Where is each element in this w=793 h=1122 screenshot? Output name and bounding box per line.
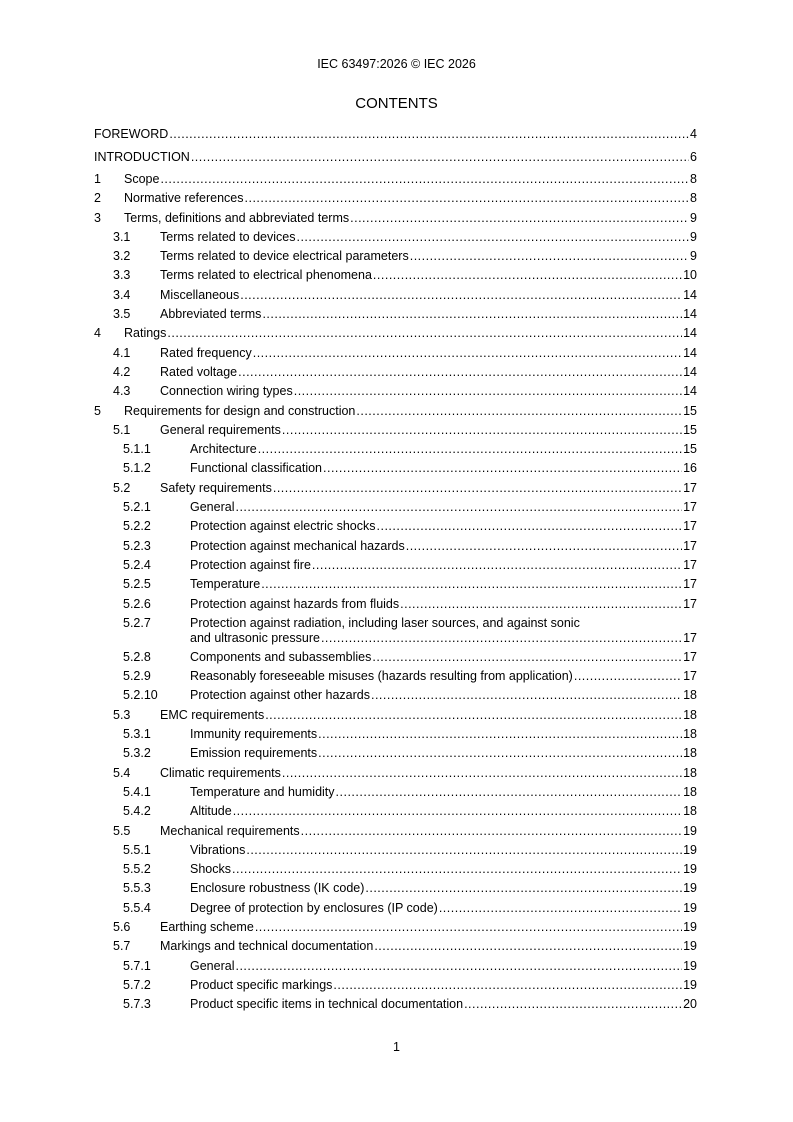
toc-entry[interactable] [94,247,697,266]
toc-entry-label: Temperature and humidity [190,784,335,799]
toc-entry-number: 5.2.6 [123,596,151,611]
dot-leader [410,249,689,264]
toc-entry-label: Terms related to electrical phenomena [160,268,372,283]
dot-leader [169,127,689,142]
toc-entry-label: Terms related to device electrical parameters [160,249,409,264]
toc-entry-label: Emission requirements [190,746,318,761]
toc-entry-number: 5.4.2 [123,804,151,819]
toc-entry-label: Climatic requirements [160,765,281,780]
toc-entry-label: Protection against other hazards [190,688,370,703]
dot-leader [233,804,682,819]
dot-leader [282,423,682,438]
toc-entry-number: 3.5 [113,307,131,322]
toc-entry-page: 18 [683,765,697,780]
dot-leader [191,150,689,165]
toc-entry-number: 5.7.2 [123,977,151,992]
dot-leader [273,481,682,496]
toc-entry-page: 19 [683,823,697,838]
toc-entry-label: Protection against electric shocks [190,519,376,534]
toc-entry-label: Rated frequency [160,345,252,360]
toc-entry[interactable] [94,879,697,898]
dot-leader [238,365,682,380]
toc-entry[interactable] [94,686,697,705]
toc-entry[interactable] [94,125,697,148]
toc-entry[interactable] [94,286,697,305]
toc-entry-number: 5.2.3 [123,538,151,553]
toc-entry-page: 17 [683,557,697,572]
dot-leader [318,727,682,742]
toc-entry-number: 5.5.4 [123,900,151,915]
toc-entry-page: 17 [683,538,697,553]
toc-entry[interactable] [94,957,697,976]
toc-entry[interactable] [94,479,697,498]
dot-leader [240,288,682,303]
toc-entry[interactable] [94,860,697,879]
dot-leader [356,404,682,419]
toc-entry-number: 5.5.3 [123,881,151,896]
toc-entry[interactable] [94,764,697,783]
toc-entry-label: Protection against fire [190,557,311,572]
dot-leader [406,539,682,554]
toc-entry-page: 14 [683,384,697,399]
toc-entry-page: 14 [683,345,697,360]
page-number: 1 [393,1040,400,1054]
toc-entry-label: Miscellaneous [160,287,240,302]
toc-entry-number: 5.1 [113,422,131,437]
toc-entry-number: 5 [94,403,101,418]
toc-entry-page: 18 [683,746,697,761]
toc-entry-number: 5.7.1 [123,958,151,973]
toc-entry-number: 5.4 [113,765,131,780]
toc-entry[interactable] [94,976,697,995]
toc-entry[interactable] [94,841,697,860]
toc-entry-page: 18 [683,784,697,799]
dot-leader [372,650,682,665]
toc-entry[interactable] [94,382,697,401]
dot-leader [374,939,682,954]
toc-entry-number: 5.3.2 [123,746,151,761]
toc-entry-number: 5.1.1 [123,442,151,457]
dot-leader [282,766,682,781]
toc-entry[interactable] [94,648,697,667]
toc-entry-page: 14 [683,364,697,379]
toc-entry-label: Rated voltage [160,364,238,379]
toc-entry-number: 3.2 [113,249,131,264]
dot-leader [301,824,682,839]
dot-leader [373,268,682,283]
toc-entry-label: Mechanical requirements [160,823,300,838]
dot-leader [323,461,682,476]
toc-entry[interactable] [94,305,697,324]
toc-entry[interactable] [94,614,697,648]
toc-entry-label: EMC requirements [160,707,265,722]
toc-entry[interactable] [94,706,697,725]
toc-entry-number: 5.2.4 [123,557,151,572]
toc-entry-number: 3 [94,210,101,225]
toc-entry-number: 4.3 [113,384,131,399]
toc-entry-label: INTRODUCTION [94,149,190,164]
toc-entry-label: Components and subassemblies [190,649,372,664]
toc-entry-label: Terms related to devices [160,229,296,244]
toc-entry-label: Protection against radiation, including laser sources, and against sonic [190,615,580,630]
dot-leader [318,746,682,761]
toc-entry-page: 19 [683,862,697,877]
toc-entry-label: Temperature [190,577,261,592]
dot-leader [333,978,682,993]
toc-entry-label: Abbreviated terms [160,307,262,322]
toc-entry[interactable] [94,324,697,343]
toc-entry-label: General [190,958,235,973]
toc-entry[interactable] [94,517,697,536]
toc-entry-label: Protection against hazards from fluids [190,596,400,611]
toc-entry[interactable] [94,556,697,575]
toc-entry[interactable] [94,363,697,382]
dot-leader [365,881,682,896]
toc-entry[interactable] [94,744,697,763]
toc-entry[interactable] [94,498,697,517]
toc-entry[interactable] [94,802,697,821]
toc-entry-number: 5.2.5 [123,577,151,592]
toc-entry-page: 4 [690,127,697,141]
toc-entry-page: 18 [683,727,697,742]
dot-leader [232,862,682,877]
toc-entry[interactable] [94,440,697,459]
toc-entry-number: 5.4.1 [123,784,151,799]
toc-entry-page: 19 [683,939,697,954]
toc-entry-number: 5.2.2 [123,519,151,534]
dot-leader [371,688,682,703]
dot-leader [246,843,682,858]
toc-entry-page: 19 [683,977,697,992]
toc-entry-page: 6 [690,149,697,164]
toc-entry-page: 17 [683,519,697,534]
toc-entry-label: Enclosure robustness (IK code) [190,881,365,896]
toc-entry-number: 5.5 [113,823,131,838]
toc-entry-number: 5.2 [113,480,131,495]
toc-entry-page: 9 [690,210,697,225]
toc-entry[interactable] [94,266,697,285]
toc-entry-label: Earthing scheme [160,919,254,934]
dot-leader [262,307,682,322]
page-title: CONTENTS [355,95,438,112]
toc-entry[interactable] [94,595,697,614]
toc-entry-number: 5.5.2 [123,862,151,877]
toc-entry-page: 8 [690,191,697,206]
toc-entry-number: 4 [94,326,101,341]
toc-entry-number: 3.1 [113,229,131,244]
toc-entry[interactable] [94,937,697,956]
toc-entry-page: 10 [683,268,697,283]
toc-entry-label: General [190,500,235,515]
dot-leader [160,172,689,187]
toc-entry-page: 18 [683,688,697,703]
toc-entry-label: Altitude [190,804,232,819]
dot-leader [296,230,689,245]
toc-entry-label: Reasonably foreseeable misuses (hazards resulting from application) [190,669,573,684]
toc-entry-number: 4.1 [113,345,131,360]
dot-leader [235,500,682,515]
toc-entry[interactable] [94,421,697,440]
table-of-contents [94,125,697,1014]
toc-entry-number: 5.2.9 [123,669,151,684]
dot-leader [245,191,690,206]
toc-entry-page: 17 [683,669,697,684]
dot-leader [321,631,682,646]
toc-entry-label: FOREWORD [94,127,169,141]
toc-entry[interactable] [94,667,697,686]
dot-leader [253,346,682,361]
dot-leader [255,920,682,935]
dot-leader [336,785,683,800]
toc-entry-page: 18 [683,707,697,722]
toc-entry-label: Immunity requirements [190,727,318,742]
toc-entry[interactable] [94,402,697,421]
dot-leader [258,442,682,457]
toc-entry-label: Terms, definitions and abbreviated terms [124,210,350,225]
toc-entry[interactable] [94,344,697,363]
toc-entry-page: 19 [683,958,697,973]
toc-entry[interactable] [94,209,697,228]
toc-entry-label: Shocks [190,862,231,877]
toc-entry-number: 5.5.1 [123,842,151,857]
toc-entry-page: 17 [683,577,697,592]
dot-leader [464,997,682,1012]
toc-entry-label: Architecture [190,442,257,457]
toc-entry-page: 16 [683,461,697,476]
toc-entry[interactable] [94,189,697,208]
toc-entry-label: Safety requirements [160,480,272,495]
toc-entry[interactable] [94,575,697,594]
toc-entry-page: 8 [690,172,697,186]
toc-entry-page: 9 [690,229,697,244]
dot-leader [439,901,682,916]
toc-entry-label: Product specific items in technical documentation [190,997,464,1012]
toc-entry-number: 4.2 [113,364,131,379]
dot-leader [235,959,682,974]
toc-entry-number: 5.2.10 [123,688,158,703]
toc-entry-label: Functional classification [190,461,323,476]
toc-entry-page: 19 [683,881,697,896]
toc-entry-page: 9 [690,249,697,264]
toc-entry-number: 5.1.2 [123,461,151,476]
toc-entry[interactable] [94,170,697,189]
toc-entry[interactable] [94,148,697,171]
toc-entry[interactable] [94,537,697,556]
dot-leader [265,708,682,723]
toc-entry-page: 17 [683,480,697,495]
toc-entry-page: 19 [683,900,697,915]
toc-entry-page: 14 [683,307,697,322]
document-header: IEC 63497:2026 © IEC 2026 [317,57,476,71]
dot-leader [294,384,682,399]
toc-entry-number: 5.2.7 [123,615,151,630]
toc-entry[interactable] [94,918,697,937]
toc-entry-label: General requirements [160,422,281,437]
toc-entry-label: Product specific markings [190,977,333,992]
toc-entry-number: 5.7.3 [123,997,151,1012]
toc-entry[interactable] [94,459,697,478]
toc-entry-label: Requirements for design and construction [124,403,356,418]
toc-entry-number: 2 [94,191,101,206]
dot-leader [377,519,683,534]
toc-entry-label: Scope [124,172,160,186]
toc-entry-number: 3.4 [113,287,131,302]
toc-entry-page: 18 [683,804,697,819]
toc-entry[interactable] [94,725,697,744]
toc-entry-page: 17 [683,500,697,515]
toc-entry-number: 5.3.1 [123,727,151,742]
toc-entry-page: 17 [683,649,697,664]
toc-entry-label: Protection against mechanical hazards [190,538,405,553]
toc-entry-number: 1 [94,172,101,186]
toc-entry[interactable] [94,822,697,841]
toc-entry-label: Markings and technical documentation [160,939,374,954]
toc-entry-number: 5.2.1 [123,500,151,515]
dot-leader [574,669,682,684]
toc-entry-page: 19 [683,842,697,857]
dot-leader [167,326,682,341]
toc-entry-label: Vibrations [190,842,246,857]
toc-entry-page: 17 [683,630,697,645]
toc-entry-label: and ultrasonic pressure [190,630,320,645]
dot-leader [400,597,682,612]
toc-entry-label: Connection wiring types [160,384,293,399]
toc-entry-page: 15 [683,442,697,457]
toc-entry[interactable] [94,228,697,247]
toc-entry-page: 17 [683,596,697,611]
dot-leader [261,577,682,592]
toc-entry[interactable] [94,783,697,802]
toc-entry-page: 15 [683,403,697,418]
toc-entry[interactable] [94,899,697,918]
toc-entry-page: 15 [683,422,697,437]
dot-leader [312,558,682,573]
dot-leader [350,211,689,226]
toc-entry-page: 14 [683,326,697,341]
toc-entry-number: 5.3 [113,707,131,722]
toc-entry[interactable] [94,995,697,1014]
toc-entry-page: 14 [683,287,697,302]
toc-entry-label: Degree of protection by enclosures (IP code) [190,900,438,915]
toc-entry-number: 5.2.8 [123,649,151,664]
toc-entry-label: Ratings [124,326,167,341]
toc-entry-number: 5.6 [113,919,131,934]
toc-entry-label: Normative references [124,191,244,206]
toc-entry-page: 19 [683,919,697,934]
toc-entry-number: 3.3 [113,268,131,283]
toc-entry-page: 20 [683,997,697,1012]
toc-entry-number: 5.7 [113,939,131,954]
